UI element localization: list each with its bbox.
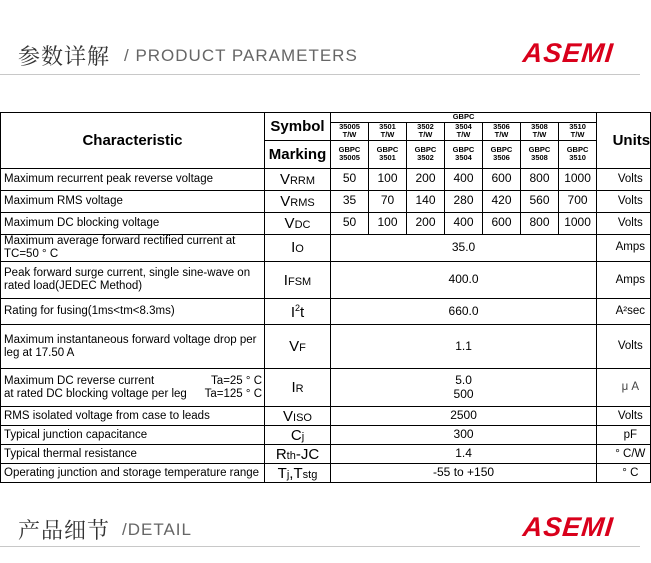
row-value: 5.0 500: [331, 369, 597, 407]
row-value: 560: [521, 190, 559, 212]
model-cell: 3502 T/W: [407, 122, 445, 140]
table-row: [1, 407, 651, 426]
section-title-zh: 产品细节: [18, 519, 111, 544]
row-value: 400.0: [331, 262, 597, 299]
row-unit: pF: [611, 426, 651, 445]
row-symbol: VF: [265, 325, 331, 369]
row-symbol: IR: [265, 369, 331, 407]
model-cell: 3504 T/W: [445, 122, 483, 140]
row-symbol: Cj: [265, 426, 331, 445]
table-row: [1, 299, 651, 325]
row-value: 140: [407, 190, 445, 212]
section-header-detail: [0, 510, 640, 550]
row-symbol: VDC: [265, 212, 331, 234]
row-label: Maximum average forward rectified current at TC=50 ° C: [1, 234, 265, 261]
marking-cell: GBPC 3510: [559, 140, 597, 168]
row-value: 1.1: [331, 325, 597, 369]
section-title-en: / PRODUCT PARAMETERS: [124, 46, 358, 65]
row-value: 300: [331, 426, 597, 445]
table-row: [1, 212, 651, 234]
row-value: 35.0: [331, 234, 597, 261]
table-row: [1, 445, 651, 464]
row-symbol: VRMS: [265, 190, 331, 212]
brand-logo: ASEMI: [521, 38, 616, 68]
table-header-row: [1, 113, 651, 123]
table-row: [1, 369, 651, 407]
header-marking: Marking: [265, 140, 331, 168]
marking-cell: GBPC 3508: [521, 140, 559, 168]
row-value: 800: [521, 212, 559, 234]
row-label: Maximum RMS voltage: [1, 190, 265, 212]
header-units: Units: [611, 113, 651, 169]
row-value: 1000: [559, 212, 597, 234]
table-row: [1, 190, 651, 212]
row-value: 2500: [331, 407, 597, 426]
row-symbol: Rth-JC: [265, 445, 331, 464]
row-value: 1.4: [331, 445, 597, 464]
row-label: Typical thermal resistance: [1, 445, 265, 464]
table-row: [1, 234, 651, 261]
row-label: Maximum DC reverse current Ta=25 ° C at rated DC blocking voltage per leg Ta=125 ° C: [1, 369, 265, 407]
row-label: Maximum recurrent peak reverse voltage: [1, 168, 265, 190]
row-value: 200: [407, 212, 445, 234]
row-unit: ° C/W: [611, 445, 651, 464]
row-label: RMS isolated voltage from case to leads: [1, 407, 265, 426]
model-cell: 35005 T/W: [331, 122, 369, 140]
row-unit: Volts: [611, 212, 651, 234]
row-value: 660.0: [331, 299, 597, 325]
table-row: [1, 426, 651, 445]
header-symbol: Symbol: [265, 113, 331, 141]
row-value: 420: [483, 190, 521, 212]
row-unit: Volts: [611, 190, 651, 212]
row-value: 50: [331, 168, 369, 190]
row-unit: A²sec: [611, 299, 651, 325]
model-cell: 3506 T/W: [483, 122, 521, 140]
row-value: 35: [331, 190, 369, 212]
marking-cell: GBPC 35005: [331, 140, 369, 168]
row-symbol: IO: [265, 234, 331, 261]
row-value: 280: [445, 190, 483, 212]
row-value: 50: [331, 212, 369, 234]
row-value: 100: [369, 212, 407, 234]
row-symbol: VISO: [265, 407, 331, 426]
row-unit: ° C: [611, 464, 651, 483]
marking-cell: GBPC 3506: [483, 140, 521, 168]
divider: [0, 74, 640, 75]
row-symbol: Tj,Tstg: [265, 464, 331, 483]
row-value: 400: [445, 212, 483, 234]
row-value: 600: [483, 168, 521, 190]
table-row: [1, 325, 651, 369]
row-label: Peak forward surge current, single sine-wave on rated load(JEDEC Method): [1, 262, 265, 299]
row-unit: Volts: [611, 168, 651, 190]
parameter-table: [0, 112, 651, 483]
marking-cell: GBPC 3504: [445, 140, 483, 168]
row-value: 600: [483, 212, 521, 234]
series-label: GBPC: [331, 113, 597, 123]
row-value: 1000: [559, 168, 597, 190]
model-cell: 3510 T/W: [559, 122, 597, 140]
row-unit: μ A: [611, 369, 651, 407]
row-value: -55 to +150: [331, 464, 597, 483]
row-value: 800: [521, 168, 559, 190]
row-label: Rating for fusing(1ms<tm<8.3ms): [1, 299, 265, 325]
header-characteristic: Characteristic: [1, 113, 265, 169]
row-symbol: IFSM: [265, 262, 331, 299]
row-unit: Volts: [611, 325, 651, 369]
table-row: [1, 168, 651, 190]
row-symbol: $I^2t$: [265, 299, 331, 325]
row-value: 70: [369, 190, 407, 212]
row-value: 400: [445, 168, 483, 190]
section-title-zh: 参数详解: [18, 45, 111, 70]
row-symbol: VRRM: [265, 168, 331, 190]
row-label: Typical junction capacitance: [1, 426, 265, 445]
divider: [0, 546, 640, 547]
row-value: 200: [407, 168, 445, 190]
model-cell: 3501 T/W: [369, 122, 407, 140]
row-unit: Volts: [611, 407, 651, 426]
row-unit: Amps: [611, 262, 651, 299]
marking-cell: GBPC 3501: [369, 140, 407, 168]
row-label: Operating junction and storage temperature range: [1, 464, 265, 483]
row-value: 100: [369, 168, 407, 190]
marking-cell: GBPC 3502: [407, 140, 445, 168]
row-label: Maximum DC blocking voltage: [1, 212, 265, 234]
row-value: 700: [559, 190, 597, 212]
table-row: [1, 262, 651, 299]
section-title-en: /DETAIL: [122, 520, 192, 539]
brand-logo: ASEMI: [521, 512, 616, 542]
row-unit: Amps: [611, 234, 651, 261]
section-header-parameters: [0, 36, 640, 76]
table-row: [1, 464, 651, 483]
row-label: Maximum instantaneous forward voltage drop per leg at 17.50 A: [1, 325, 265, 369]
model-cell: 3508 T/W: [521, 122, 559, 140]
